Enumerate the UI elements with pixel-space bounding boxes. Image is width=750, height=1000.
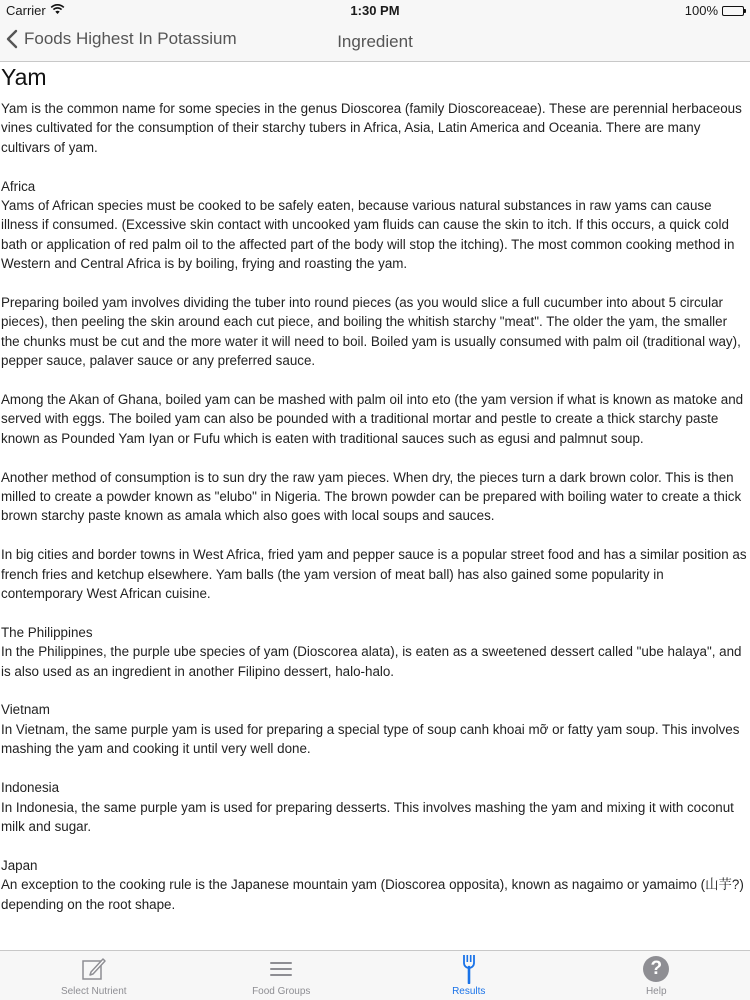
tab-select-nutrient[interactable] (0, 951, 188, 1000)
article-paragraph: Among the Akan of Ghana, boiled yam can be mashed with palm oil into eto (the yam version if what is known as matoke and served with eggs. The boiled yam can also be pounded with a traditional mortar and pestle to create a thick starchy paste known as Pounded Yam Iyan or Fufu which is eaten with traditional sauces such as egusi and palmnut soup. (1, 392, 744, 446)
back-button[interactable] (6, 29, 237, 49)
tab-label: Food Groups (252, 986, 311, 997)
chevron-left-icon (6, 29, 18, 49)
article-paragraph: The Philippines In the Philippines, the purple ube species of yam (Dioscorea alata), is eaten as a sweetened dessert called "ube halaya", and is also used as an ingredient in another Filipino dessert, halo-halo. (1, 624, 742, 679)
list-icon (269, 954, 293, 984)
tab-label: Select Nutrient (60, 986, 127, 997)
article-paragraph: Vietnam In Vietnam, the same purple yam is used for preparing a special type of soup canh khoai mỡ or fatty yam soup. This involves mashing the yam and cooking it until very well done. (1, 702, 740, 757)
edit-icon (81, 954, 107, 984)
tab-label: Help (645, 986, 667, 997)
help-icon: ? (643, 954, 669, 984)
tab-results[interactable] (375, 951, 563, 1000)
carrier-label: Carrier (6, 3, 46, 18)
article-scroll-view[interactable] (0, 62, 750, 950)
back-button-label: Foods Highest In Potassium (24, 29, 237, 48)
tab-food-groups[interactable] (188, 951, 376, 1000)
article-paragraph: Another method of consumption is to sun dry the raw yam pieces. When dry, the pieces turn a dark brown color. This is then milled to create a powder known as "elubo" in Nigeria. The brown powder can be prepared with boiling water to create a thick brown starchy paste known as amala which also goes with local soups and sauces. (1, 469, 742, 524)
article-paragraph: Yam is the common name for some species in the genus Dioscorea (family Dioscoreaceae). These are perennial herbaceous vines cultivated for the consumption of their starchy tubers in Africa, Asia, Latin America and Oceania. There are many cultivars of yam. (1, 101, 742, 155)
battery-icon (722, 6, 744, 16)
article-paragraph: Indonesia In Indonesia, the same purple yam is used for preparing desserts. This involves mashing the yam and mixing it with coconut milk and sugar. (1, 780, 734, 834)
status-bar (0, 0, 750, 22)
battery-indicator (685, 3, 744, 18)
article-paragraph: In big cities and border towns in West Africa, fried yam and pepper sauce is a popular street food and has a similar position as french fries and ketchup elsewhere. Yam balls (the yam version of meat ball) has also gained some popularity in contemporary West African cuisine. (1, 547, 747, 602)
article-title: Yam (1, 64, 47, 90)
tab-help[interactable] (563, 951, 750, 1000)
tab-bar (0, 950, 750, 1000)
battery-percent: 100% (684, 3, 718, 18)
page-title: Ingredient (337, 32, 413, 51)
article-paragraph: Africa Yams of African species must be cooked to be safely eaten, because various natural substances in raw yams can cause illness if consumed. (Excessive skin contact with uncooked yam fluids can cause the skin to itch. If this occurs, a quick cold bath or application of red palm oil to the affected part of the body will stop the itching). The most common cooking method in Western and Central Africa is by boiling, frying and roasting the yam. (1, 178, 735, 272)
article-paragraph: Japan An exception to the cooking rule is the Japanese mountain yam (Dioscorea opposita), known as nagaimo or yamaimo (山芋?) depending on the root shape. (1, 857, 744, 912)
fork-icon (462, 954, 476, 984)
article-body (1, 99, 748, 914)
article-paragraph: Preparing boiled yam involves dividing the tuber into round pieces (as you would slice a full cucumber into about 5 circular pieces), then peeling the skin around each cut piece, and boiling the whitish starchy "meat". The older the yam, the smaller the chunks must be cut and the more water it will need to boil. Boiled yam is usually consumed with palm oil (traditional way), pepper sauce, palaver sauce or any preferred sauce. (1, 295, 741, 369)
navigation-bar (0, 22, 750, 62)
tab-label: Results (452, 986, 486, 997)
clock: 1:30 PM (350, 3, 400, 18)
